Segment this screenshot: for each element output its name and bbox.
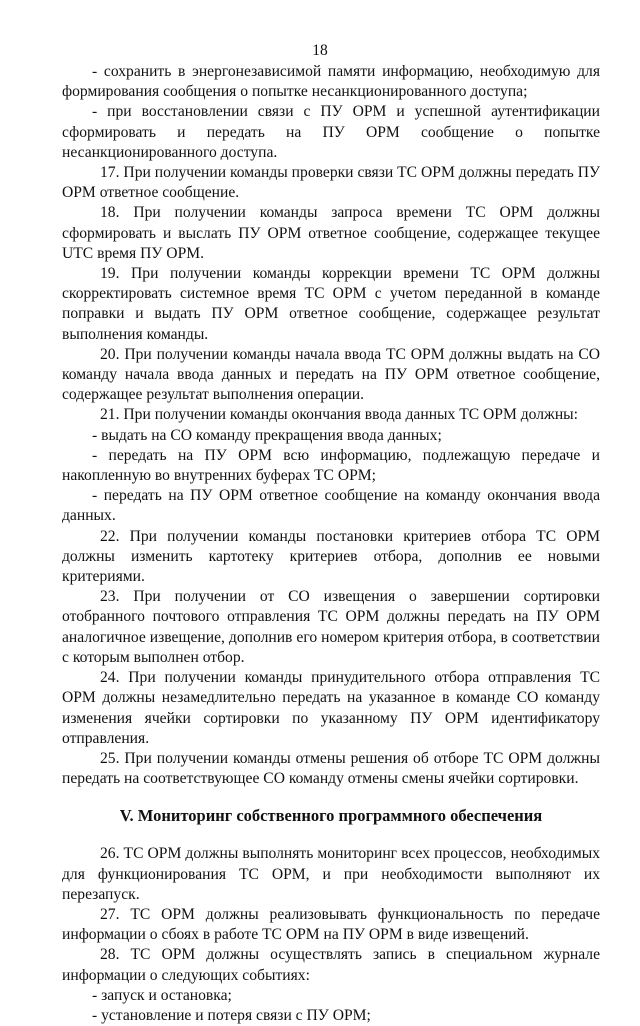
paragraph: 17. При получении команды проверки связи ТС ОРМ должны передать ПУ ОРМ ответное сообщение. — [62, 164, 600, 202]
paragraph: 18. При получении команды запроса времени ТС ОРМ должны сформировать и выслать ПУ ОРМ ответное сообщение, содержащее текущее UTC время ПУ ОРМ. — [62, 204, 600, 262]
paragraph: 19. При получении команды коррекции времени ТС ОРМ должны скорректировать системное время ТС ОРМ с учетом переданной в команде поправки и выдать ПУ ОРМ ответное сообщение, содержащее результат выполнения команды. — [62, 265, 600, 343]
document-body — [62, 62, 600, 1026]
section-title: V. Мониторинг собственного программного обеспечения — [119, 806, 543, 826]
paragraphs-top — [62, 62, 600, 789]
paragraph: 20. При получении команды начала ввода ТС ОРМ должны выдать на СО команду начала ввода данных и передать на ПУ ОРМ ответное сообщение, содержащее результат выполнения операции. — [62, 345, 600, 404]
list-item: - передать на ПУ ОРМ ответное сообщение на команду окончания ввода данных. — [62, 487, 600, 525]
page-number: 18 — [312, 42, 328, 59]
paragraph: 27. ТС ОРМ должны реализовывать функциональность по передаче информации о сбоях в работе ТС ОРМ на ПУ ОРМ в виде извещений. — [62, 905, 600, 944]
paragraph: 21. При получении команды окончания ввода данных ТС ОРМ должны: — [100, 406, 578, 424]
list-item: - запуск и остановка; — [92, 986, 232, 1004]
paragraph: 25. При получении команды отмены решения об отборе ТС ОРМ должны передать на соответствующее СО команду отмены смены ячейки сортировки. — [62, 749, 600, 788]
paragraphs-bottom — [62, 844, 600, 1026]
list-item: - передать на ПУ ОРМ всю информацию, подлежащую передаче и накопленную во внутренних буферах ТС ОРМ; — [62, 446, 600, 485]
paragraph: 24. При получении команды принудительного отбора отправления ТС ОРМ должны незамедлительно передать на указанное в команде СО команду изменения ячейки сортировки по указанному ПУ ОРМ идентификатору отправления. — [62, 669, 600, 747]
paragraph: 23. При получении от СО извещения о завершении сортировки отобранного почтового отправления ТС ОРМ должны передать на ПУ ОРМ аналогичное извещение, дополнив его номером критерия отбора, в соответствии с которым выполнен отбор. — [62, 588, 600, 666]
paragraph: 26. ТС ОРМ должны выполнять мониторинг всех процессов, необходимых для функционирования ТС ОРМ, и при необходимости выполняют их перезапуск. — [62, 845, 600, 903]
paragraph: 28. ТС ОРМ должны осуществлять запись в специальном журнале информации о следующих событиях: — [62, 946, 600, 984]
list-item: - выдать на СО команду прекращения ввода данных; — [92, 426, 442, 444]
list-item: - установление и потеря связи с ПУ ОРМ; — [92, 1006, 371, 1024]
paragraph: - сохранить в энергонезависимой памяти информацию, необходимую для формирования сообщения о попытке несанкционированного доступа; — [62, 63, 600, 101]
paragraph: 22. При получении команды постановки критериев отбора ТС ОРМ должны изменить картотеку критериев отбора, дополнив ее новыми критериями. — [62, 527, 600, 586]
paragraph: - при восстановлении связи с ПУ ОРМ и успешной аутентификации сформировать и передать на ПУ ОРМ сообщение о попытке несанкционированного доступа. — [62, 103, 600, 161]
